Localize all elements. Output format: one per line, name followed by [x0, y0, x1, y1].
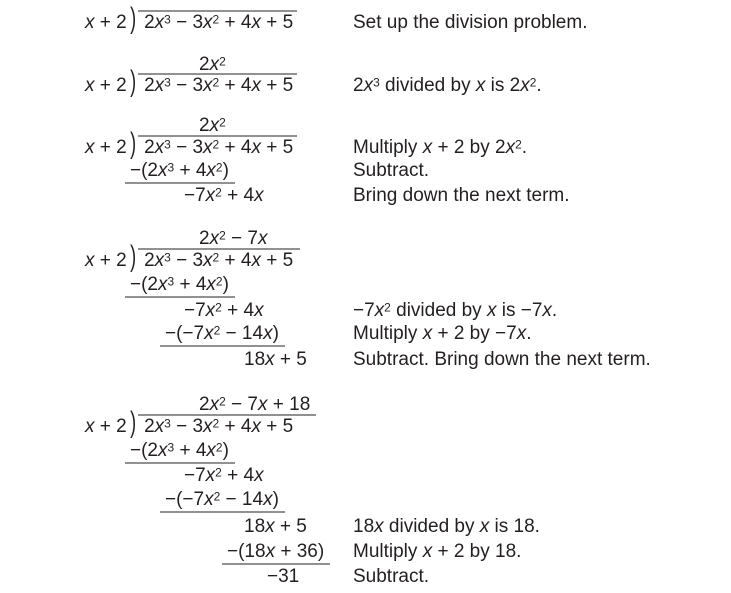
step-2-quotient: $2x^2$ [199, 54, 226, 75]
step-5-problem-row [85, 407, 316, 440]
step-2-problem-row [85, 66, 297, 99]
step-2-dividend: $2x^3 - 3x^2 + 4x + 5$ [138, 73, 297, 96]
step-4-divisor: x + 2 [85, 250, 127, 271]
step-5-divisor: x + 2 [85, 416, 127, 437]
step-5-work-line-remainder-1: $-7x^2 + 4x$ [184, 465, 264, 486]
step-5-annotation-subtract: Subtract. [353, 566, 430, 587]
step-3-work-line-subtract-product [125, 160, 235, 182]
step-5-work-line-subtract-product-2 [160, 489, 285, 511]
step-4-dividend: $2x^3 - 3x^2 + 4x + 5$ [138, 248, 300, 271]
step-4-subtracted-product-1: $-(2x^3 + 4x^2)$ [125, 274, 235, 298]
step-4-problem-row [85, 241, 300, 274]
step-5-annotation-divide: 18x divided by x is 18. [353, 516, 540, 537]
step-4-work-line-remainder-1: $-7x^2 + 4x$ [184, 300, 264, 321]
step-5-subtracted-product-3: −(18x + 36) [222, 541, 330, 565]
step-3-quotient: $2x^2$ [199, 115, 226, 136]
step-4-division-bracket-icon: ) [129, 241, 136, 274]
step-3-subtracted-product: $-(2x^3 + 4x^2)$ [125, 160, 235, 184]
step-1-problem-row [85, 3, 297, 36]
step-5-work-line-subtract-product-3 [222, 541, 330, 563]
step-1-divisor: x + 2 [85, 12, 127, 33]
step-5-quotient: $2x^2 - 7x + 18$ [199, 394, 311, 415]
step-5-work-line-final-remainder: −31 [267, 566, 300, 587]
step-2-annotation-divide: $2x^3$ divided by x is $2x^2$. [353, 75, 542, 96]
step-3-annotation-bring-down: Bring down the next term. [353, 185, 570, 206]
step-3-annotation-multiply: Multiply x + 2 by $2x^2$. [353, 137, 528, 158]
step-4-work-line-remainder-2: 18x + 5 [244, 349, 307, 370]
step-3-divisor: x + 2 [85, 137, 127, 158]
step-2-division-bracket-icon: ) [129, 66, 136, 99]
step-4-work-line-subtract-product-2 [160, 323, 285, 345]
step-4-annotation-divide: $-7x^2$ divided by x is −7x. [353, 300, 558, 321]
step-5-division-bracket-icon: ) [129, 407, 136, 440]
step-5-work-line-subtract-product-1 [125, 440, 235, 462]
step-5-dividend: $2x^3 - 3x^2 + 4x + 5$ [138, 414, 316, 437]
step-5-subtracted-product-2: $-(-7x^2 - 14x)$ [160, 489, 285, 513]
step-5-subtracted-product-1: $-(2x^3 + 4x^2)$ [125, 440, 235, 464]
step-4-annotation-subtract-bring-down: Subtract. Bring down the next term. [353, 349, 651, 370]
step-3-work-line-remainder: $-7x^2 + 4x$ [184, 185, 264, 206]
step-2-divisor: x + 2 [85, 75, 127, 96]
step-1-division-bracket-icon: ) [129, 3, 136, 36]
step-3-division-bracket-icon: ) [129, 128, 136, 161]
step-4-subtracted-product-2: $-(-7x^2 - 14x)$ [160, 323, 285, 347]
step-1-dividend: $2x^3 - 3x^2 + 4x + 5$ [138, 10, 297, 33]
step-3-problem-row [85, 128, 297, 161]
step-4-annotation-multiply: Multiply x + 2 by −7x. [353, 323, 532, 344]
step-1-annotation-setup: Set up the division problem. [353, 12, 588, 33]
step-4-quotient: $2x^2 - 7x$ [199, 228, 268, 249]
step-5-annotation-multiply: Multiply x + 2 by 18. [353, 541, 522, 562]
step-3-annotation-subtract: Subtract. [353, 160, 430, 181]
step-5-work-line-remainder-2: 18x + 5 [244, 516, 307, 537]
step-4-work-line-subtract-product-1 [125, 274, 235, 296]
step-3-dividend: $2x^3 - 3x^2 + 4x + 5$ [138, 135, 297, 158]
